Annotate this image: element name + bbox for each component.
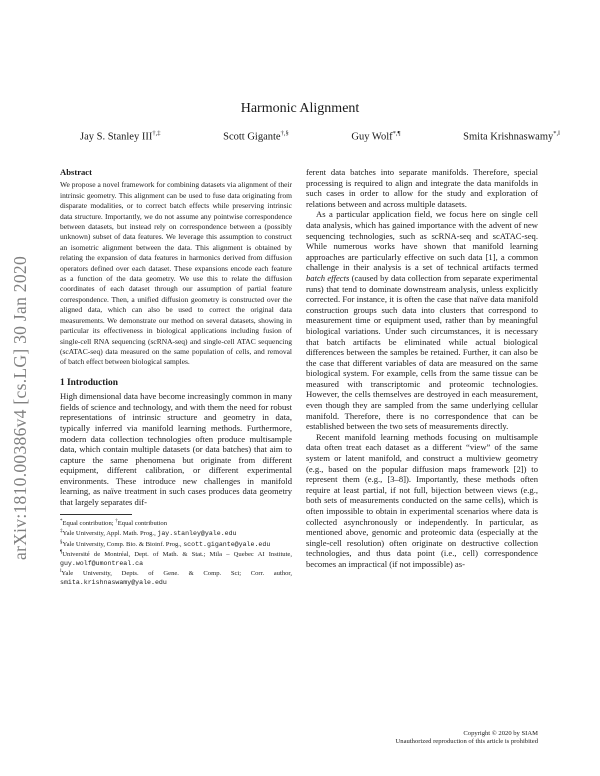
left-column (60, 167, 292, 587)
section-heading: 1 Introduction (60, 377, 118, 388)
email-link[interactable]: smita.krishnaswamy@yale.edu (60, 579, 167, 587)
arxiv-stamp-text: arXiv:1810.00386v4 [cs.LG] 30 Jan 2020 (10, 256, 30, 560)
author-list (80, 130, 560, 143)
author: Jay S. Stanley III†,‡ (80, 130, 161, 143)
intro-paragraph: High dimensional data have become increasingly common in many fields of science and technology, and with them the need for robust representations of intrinsic structure and geometry in data, typically inferred via manifold learning methods. Furthermore, modern data collection technologies often produce multisample data, which contain multiple datasets (or data batches) that aim to capture the same phenomena but originate from different equipment, different calibration, or different experimental environments. These introduce new challenges in manifold learning, as naïve treatment in such cases produces data geometry that largely separates dif- (60, 391, 292, 508)
body-paragraph: ferent data batches into separate manifolds. Therefore, special processing is required to align and integrate the data manifolds in such cases in order to allow for the study and exploration of relations between and across multiple datasets. (306, 167, 538, 209)
body-paragraph: As a particular application field, we focus here on single cell data analysis, which has gained importance with the advent of new sequencing technologies, such as scRNA-seq and scATAC-seq. While numerous works have shown that manifold learning approaches are particularly effective on such data [1], a common challenge in their analysis is a set of technical artifacts termed batch effects (caused by data collection from separate experimental runs) that tend to dominate downstream analysis, unless explicitly corrected. For instance, it is often the case that naïve data manifold construction groups such data into clusters that correspond to measurement time or equipment used, rather than by meaningful biological variations. Under such circumstances, it is necessary that batch artifacts be eliminated while actual biological differences between the samples be retained. Further, it can also be the case that different variables of data are measured on the same biological system. For example, cells from the same tissue can be measured with transcriptomic and proteomic technologies. However, the cells themselves are destroyed in each measurement, even though they are sampled from the same underlying cellular manifold. Therefore, there is no correspondence that can be established between the two sets of measurements directly. (306, 209, 538, 432)
email-link[interactable]: scott.gigante@yale.edu (183, 541, 271, 549)
author: Scott Gigante†,§ (223, 130, 289, 143)
email-link[interactable]: guy.wolf@umontreal.ca (60, 560, 144, 568)
footnote: *Equal contribution; †Equal contribution (60, 518, 168, 527)
abstract-text: We propose a novel framework for combining datasets via alignment of their intrinsic geometry. This alignment can be used to fuse data originating from disparate modalities, or to correct batch effects while preserving intrinsic data structure. Importantly, we do not assume any pointwise correspondence between datasets, but instead rely on correspondence between a (possibly unknown) subset of data features. We leverage this assumption to construct an isometric alignment between the data. This alignment is obtained by relating the expansion of data features in harmonics derived from diffusion operators defined over each dataset. These expansions encode each feature as a function of the data geometry. We use this to relate the diffusion coordinates of each dataset through our assumption of partial feature correspondence. Then, a unified diffusion geometry is constructed over the aligned data, which can also be used to correct the original data measurements. We demonstrate our method on several datasets, showing in particular its effectiveness in biological applications including fusion of single-cell RNA sequencing (scRNA-seq) and single-cell ATAC sequencing (scATAC-seq) data measured on the same population of cells, and removal of batch effect between biological samples. (60, 180, 292, 367)
abstract-heading: Abstract (60, 167, 92, 177)
author: Smita Krishnaswamy*,‖ (463, 130, 560, 143)
copyright-notice: Copyright © 2020 by SIAM Unauthorized reproduction of this article is prohibited (395, 730, 538, 746)
arxiv-stamp (10, 200, 34, 560)
body-paragraph: Recent manifold learning methods focusing on multisample data often treat each dataset as a different “view” of the same system or latent manifold, and construct a multiview geometry (e.g., based on the popular diffusion maps framework [2]) to represent them (e.g., [3–8]). Importantly, these methods often require at least partial, if not full, bijection between views (e.g., both sets of measurements conducted on the same cells), which is often impossible to obtain in experimental scenarios where data is collected asynchronously or independently. In particular, as mentioned above, genomic and proteomic data (especially at the single-cell resolution) often originate on destructive collection technologies, and thus data point (i.e., cell) correspondence becomes an impractical (if not impossible) as- (306, 431, 538, 569)
footnote: ‡Yale University, Appl. Math. Prog., jay.stanley@yale.edu (60, 529, 237, 538)
author: Guy Wolf*,¶ (351, 130, 401, 143)
footnote-rule (60, 514, 132, 515)
footnote: ‖Yale University, Depts. of Gene. & Comp. Sci; Corr. author, smita.krishnaswamy@yale.edu (60, 569, 292, 587)
footnote: ¶Université de Montréal, Dept. of Math. & Stat.; Mila – Quebec AI Institute, guy.wolf@umontreal.ca (60, 550, 292, 568)
right-column (306, 167, 538, 570)
footnote: §Yale University, Comp. Bio. & Bioinf. Prog., scott.gigante@yale.edu (60, 539, 271, 549)
email-link[interactable]: jay.stanley@yale.edu (157, 530, 237, 538)
paper-title: Harmonic Alignment (240, 101, 360, 116)
